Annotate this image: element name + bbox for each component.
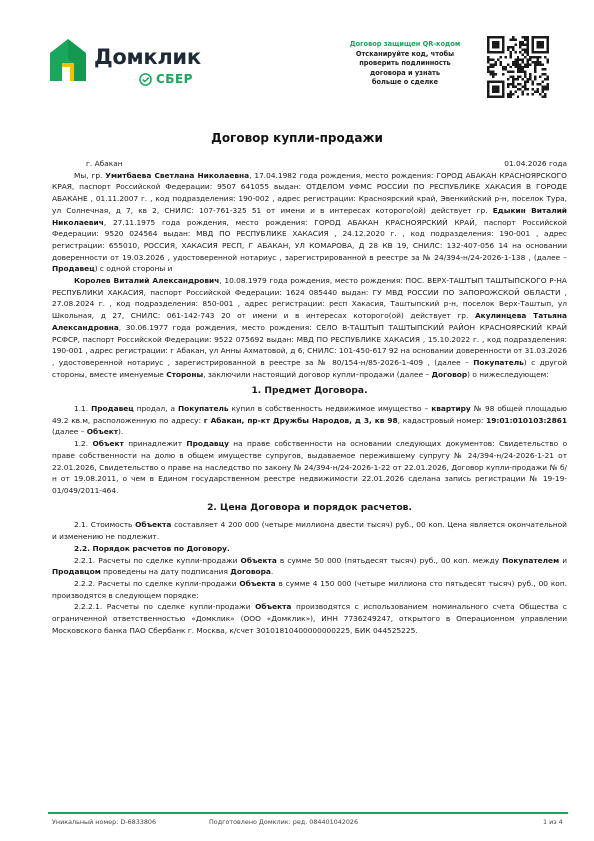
page-number: 1 из 4 <box>543 818 563 826</box>
text: ) о нижеследующем: <box>467 369 549 379</box>
text: ). <box>118 427 124 437</box>
contract-date: 01.04.2026 года <box>504 159 567 168</box>
property-address: г Абакан, пр-кт Дружбы Народов, д 3, кв 98 <box>203 415 398 425</box>
term: Объект <box>92 439 124 449</box>
place-date-row <box>52 158 567 170</box>
text: в сумме 4 150 000 (четыре миллиона сто пятьдесят тысяч) руб., 00 коп. производятся в следующем порядке: <box>52 578 568 600</box>
sber-check-icon <box>139 73 152 86</box>
clause-2-2-2-1 <box>52 601 567 636</box>
clause-2-1 <box>52 519 567 542</box>
text: ) с другой стороны, вместе именуемые <box>52 357 567 379</box>
qr-code[interactable] <box>487 36 549 98</box>
term: Покупателем <box>502 555 560 565</box>
city: г. Абакан <box>86 159 123 168</box>
buyer-role: Покупатель <box>473 357 524 367</box>
text: (далее – <box>52 427 87 437</box>
text: , 30.06.1977 года рождения, место рождения: СЕЛО В-ТАШТЫП ТАШТЫПСКИЙ РАЙОН КРАСНОЯРСКИЙ КРАЙ РСФСР, паспорт Российской Федерации: 9522 075692 выдан: МВД ПО РЕСПУБЛИКЕ ХАКАСИЯ , 15.10.2022 г. , код подразделения: 190-001 , адрес регистрации: г Абакан, ул Анны Ахматовой, д 6, СНИЛС: 101-450-617 92 на основании доверенности от 31.03.2026 , удостоверенной нотариус , зарегистрированной в реестре за № 80/154-н/85-2026-1-409 , (далее – <box>52 322 567 367</box>
contract-body <box>52 158 567 636</box>
text: проведены на дату подписания <box>100 567 231 577</box>
qr-notice-line: больше о сделке <box>371 78 439 86</box>
sides-term: Стороны <box>166 369 204 379</box>
house-logo-icon <box>48 37 88 83</box>
logo-name: Домклик <box>94 45 201 69</box>
text: продал, а <box>133 404 178 414</box>
logo-sber: СБЕР <box>156 72 193 86</box>
text: 1.1. <box>74 404 92 414</box>
text: Мы, гр. <box>74 170 106 180</box>
text: , заключили настоящий договор купли–продажи (далее – <box>203 369 432 379</box>
buyer-representative-name: Акулинцева Татьяна Александровна <box>52 311 568 332</box>
text: на праве собственности на основании следующих документов: Свидетельство о праве собственности на долю в общем имуществе супругов, выдаваемое пережившему супругу № 24/394-н/24-2026-1-21 от 22.01.2026, Свидетельство о праве на наследство по закону № 24/394-н/24-2026-1-22 от 22.01.2026, Договор купли-продажи № б/н от 19.08.2011, о чем в Едином государственном реестре недвижимости 22.01.2026 сделана запись регистрации № 19-19-01/049/2011-464. <box>52 439 568 495</box>
clause-2-2-1 <box>52 555 567 578</box>
term: Продавец <box>91 404 134 414</box>
prepared-by: Подготовлено Домклик: ред. 084401042026 <box>209 818 359 826</box>
text: в сумме 50 000 (пятьдесят тысяч) руб., 00 коп. между <box>276 555 503 565</box>
text: , кадастровый номер: <box>397 415 487 425</box>
text: № 98 общей площадью 49.2 кв.м, расположенную по адресу: <box>52 404 567 425</box>
clause-1-2 <box>52 438 567 497</box>
term: Договора <box>230 567 271 577</box>
text: 2.2.2. Расчеты по сделке купли-продажи <box>74 578 240 588</box>
term: квартиру <box>431 404 471 414</box>
qr-notice-line: Договор защищен QR-кодом <box>349 40 461 48</box>
clause-2-2-2 <box>52 578 567 601</box>
text: . <box>270 567 274 577</box>
section-heading: 1. Предмет Договора. <box>251 386 368 397</box>
text: 2.1. Стоимость <box>74 520 136 530</box>
contract-term: Договор <box>431 369 468 379</box>
cadastral-number: 19:01:010103:2861 <box>486 415 568 425</box>
seller-name: Умитбаева Светлана Николаевна <box>105 170 250 180</box>
footer-divider <box>48 812 568 814</box>
term: Продавцом <box>52 567 101 577</box>
seller-role: Продавец <box>52 264 95 274</box>
section-heading: 2. Цена Договора и порядок расчетов. <box>207 502 412 513</box>
text: 2.2.2.1. Расчеты по сделке купли-продажи <box>74 602 256 612</box>
document-title: Договор купли-продажи <box>211 131 383 145</box>
term: Объекта <box>240 555 277 565</box>
text: 1.2. <box>74 439 93 449</box>
clause-2-2: 2.2. Порядок расчетов по Договору. <box>74 543 230 553</box>
term: Покупатель <box>177 404 229 414</box>
qr-notice <box>330 40 480 88</box>
term: Объекта <box>255 602 292 612</box>
qr-notice-line: договора и узнать <box>369 68 441 77</box>
qr-notice-line: Отсканируйте код, чтобы <box>355 49 455 58</box>
term: Объекта <box>239 578 276 588</box>
term: Продавцу <box>186 439 229 449</box>
text: , 27.11.1975 года рождения, место рождения: ГОРОД АБАКАН КРАСНОЯРСКИЙ КРАЙ, паспорт Российской Федерации: 9520 024564 выдан: МВД ПО РЕСПУБЛИКЕ ХАКАСИЯ , 24.12.2020 г. , код подразделения: 190-001 , адрес регистрации: 655010, РОССИЯ, ХАКАСИЯ РЕСП, Г АБАКАН, УЛ КОМАРОВА, Д 28 КВ 19, СНИЛС: 132-407-056 14 на основании доверенности от 19.03.2026 , удостоверенной нотариус , зарегистрированной в реестре за № 24/394-н/24-2026-1-138 , (далее – <box>52 217 567 262</box>
text: 2.2.1. Расчеты по сделке купли-продажи <box>74 555 241 565</box>
clause-1-1 <box>52 403 567 438</box>
text: купил в собственность недвижимое имущество – <box>228 404 432 414</box>
text: производятся с использованием номинального счета Общества с ограниченной ответственностью «Домклик» (ООО «Домклик»), ИНН 7736249247, открытого в Операционном управлении Московского банка ПАО Сбербанк г. Москва, к/счет 30101810400000000225, БИК 044525225. <box>52 602 567 635</box>
term: Объекта <box>135 520 172 530</box>
term: Объект <box>86 427 119 437</box>
text: принадлежит <box>123 439 187 449</box>
text: , 17.04.1982 года рождения, место рождения: ГОРОД АБАКАН КРАСНОЯРСКОГО КРАЯ, паспорт Российской Федерации: 9507 641055 выдан: ОТДЕЛОМ УФМС РОССИИ ПО РЕСПУБЛИКЕ ХАКАСИЯ В ГОРОДЕ АБАКАНЕ , 01.11.2007 г. , код подразделения: 190-002 , адрес регистрации: Красноярский край, Эвенкийский р-н, поселок Тура, ул Солнечная, д 7, кв 2, СНИЛС: 107-761-325 51 от имени и в интересах которого(ой) действует гр. <box>52 170 567 215</box>
unique-number: Уникальный номер: D-6833806 <box>52 818 157 826</box>
text: , 10.08.1979 года рождения, место рождения: ПОС. ВЕРХ-ТАШТЫП ТАШТЫПСКОГО Р-НА РЕСПУБЛИКИ ХАКАСИЯ, паспорт Российской Федерации: 1624 085440 выдан: ГУ МВД РОССИИ ПО ЗАПОРОЖСКОЙ ОБЛАСТИ , 27.08.2024 г. , код подразделения: 850-001 , адрес регистрации: респ Хакасия, Таштыпский р-н, поселок Верх-Таштып, ул Школьная, д 27, СНИЛС: 061-142-743 20 от имени и в интересах которого(ой) действует гр. <box>52 276 567 321</box>
text: и <box>559 555 568 565</box>
qr-notice-line: проверить подлинность <box>359 59 451 67</box>
buyer-paragraph <box>52 275 567 380</box>
text: составляет 4 200 000 (четыре миллиона двести тысяч) руб., 00 коп. Цена является окончательной и изменению не подлежит. <box>52 520 567 542</box>
domclick-logo <box>48 35 218 95</box>
buyer-name: Королев Виталий Александрович <box>74 276 220 286</box>
seller-paragraph <box>52 170 567 275</box>
text: ) с одной стороны и <box>94 264 173 274</box>
seller-representative-name: Едыкин Виталий Николаевич <box>52 205 567 227</box>
